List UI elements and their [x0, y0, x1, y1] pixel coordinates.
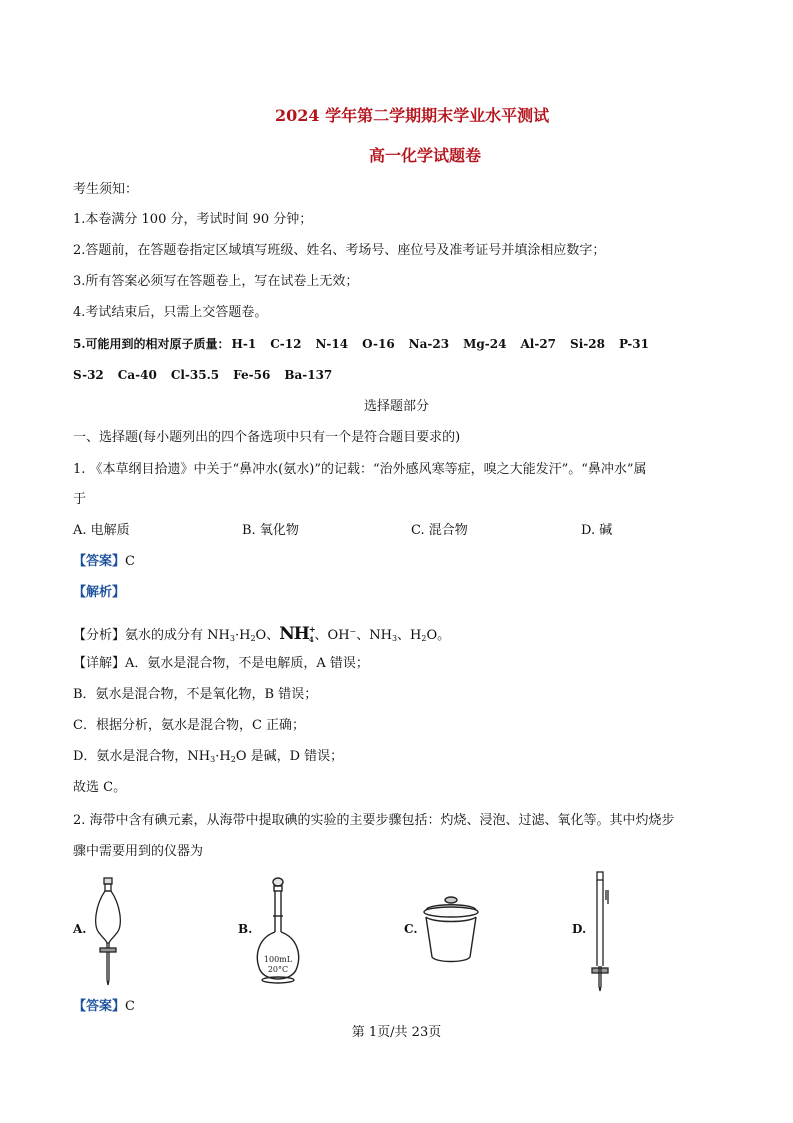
fenxi-text: ·H: [234, 628, 251, 643]
crucible-icon: [418, 893, 488, 965]
q2-option-a-label: A.: [73, 922, 87, 936]
atomic-mass-line-1: [73, 335, 663, 353]
q1-detail-a: [73, 655, 369, 673]
q1-stem-line-1: 1. 《本草纲目拾遗》中关于“鼻冲水(氨水)”的记载：“治外感风寒等症，嗅之大能发汗”。“鼻冲水”属: [73, 462, 647, 477]
burette-icon: [584, 870, 618, 994]
subscript: 3: [391, 634, 398, 643]
analysis-tag: 【解析】: [73, 585, 126, 600]
notice-item-3: 3.所有答案必须写在答题卷上，写在试卷上无效；: [73, 274, 359, 289]
q2-option-c-label: C.: [404, 922, 418, 936]
atom-ba: Ba-137: [284, 368, 333, 382]
answer-tag: 【答案】: [73, 999, 126, 1014]
flask-volume-label: 100mL: [263, 955, 293, 964]
fenxi-text: 、NH: [356, 628, 392, 643]
q1-detail-b: B．氨水是混合物，不是氧化物，B 错误；: [73, 687, 318, 702]
superscript: +: [308, 624, 315, 634]
notice-item-2: 2.答题前，在答题卷指定区域填写班级、姓名、考场号、座位号及准考证号并填涂相应数字；: [73, 243, 606, 258]
subscript: 2: [230, 755, 236, 764]
atom-na: Na-23: [408, 337, 450, 351]
detail-text: ·H: [215, 749, 231, 764]
notice-item-4: 4.考试结束后，只需上交答题卷。: [73, 305, 268, 320]
q1-fenxi: [73, 620, 450, 649]
subscript: 2: [250, 634, 256, 643]
detail-text: O 是碱，D 错误；: [235, 749, 344, 764]
q1-conclusion: 故选 C。: [73, 780, 127, 795]
separatory-funnel-icon: [88, 876, 128, 988]
subscript: 3: [229, 634, 235, 643]
detail-text: D．氨水是混合物，NH: [73, 749, 211, 764]
superscript: −: [349, 627, 357, 636]
q2-option-d-label: D.: [572, 922, 587, 936]
atom-p: P-31: [618, 337, 649, 351]
page-number: 第 1页/共 23页: [351, 1025, 442, 1040]
q1-answer: [73, 553, 135, 571]
exam-subtitle: 高一化学试题卷: [369, 146, 482, 165]
ammonium-formula: NH4+: [279, 624, 315, 644]
atom-fe: Fe-56: [233, 368, 271, 382]
detail-text: A．氨水是混合物，不是电解质，A 错误；: [125, 656, 369, 671]
atom-h: H-1: [231, 337, 257, 351]
notice-item-1: 1.本卷满分 100 分，考试时间 90 分钟；: [73, 212, 313, 227]
notice-heading: 考生须知：: [73, 182, 139, 197]
section-title: 选择题部分: [363, 399, 429, 414]
atom-ca: Ca-40: [117, 368, 157, 382]
fenxi-text: O、: [255, 628, 280, 643]
atom-n: N-14: [315, 337, 349, 351]
q1-option-d: D. 碱: [581, 523, 613, 538]
fenxi-text: 、OH: [314, 628, 350, 643]
atom-s: S-32: [73, 368, 104, 382]
exam-title: 2024 学年第二学期期末学业水平测试: [275, 106, 550, 125]
fenxi-text: 氨水的成分有 NH: [125, 628, 230, 643]
section-heading: 一、选择题(每小题列出的四个备选项中只有一个是符合题目要求的): [73, 430, 461, 445]
q2-stem-line-2: 骤中需要用到的仪器为: [73, 844, 204, 859]
q1-option-a: A. 电解质: [73, 523, 130, 538]
subscript: 2: [421, 634, 427, 643]
q1-stem-line-2: 于: [73, 492, 87, 507]
atom-cl: Cl-35.5: [170, 368, 220, 382]
atomic-mass-line-2: [73, 366, 346, 384]
subscript: 3: [210, 755, 216, 764]
fenxi-tag: 【分析】: [73, 628, 126, 643]
q1-detail-d: [73, 748, 343, 769]
q2-stem-line-1: 2. 海带中含有碘元素，从海带中提取碘的实验的主要步骤包括：灼烧、浸泡、过滤、氧化等。其中灼烧步: [73, 813, 675, 828]
atom-mg: Mg-24: [463, 337, 507, 351]
atom-o: O-16: [362, 337, 395, 351]
fenxi-text: O。: [426, 628, 451, 643]
q1-option-b: B. 氧化物: [242, 523, 299, 538]
q1-option-c: C. 混合物: [411, 523, 468, 538]
atomic-mass-label: 5.可能用到的相对原子质量：: [73, 337, 230, 351]
ammonium-symbol: NH: [279, 624, 309, 644]
atom-al: Al-27: [520, 337, 557, 351]
q1-analysis-heading: [73, 584, 125, 602]
q1-detail-c: C．根据分析，氨水是混合物，C 正确；: [73, 718, 306, 733]
q2-option-b-label: B.: [238, 922, 253, 936]
answer-value: C: [125, 554, 135, 569]
flask-temperature-label: 20°C: [267, 965, 289, 974]
fenxi-text: 、H: [397, 628, 422, 643]
atom-c: C-12: [270, 337, 302, 351]
detail-tag: 【详解】: [73, 656, 126, 671]
answer-value: C: [125, 999, 135, 1014]
q2-answer: [73, 998, 135, 1016]
answer-tag: 【答案】: [73, 554, 126, 569]
volumetric-flask-icon: [252, 876, 322, 988]
atom-si: Si-28: [570, 337, 605, 351]
